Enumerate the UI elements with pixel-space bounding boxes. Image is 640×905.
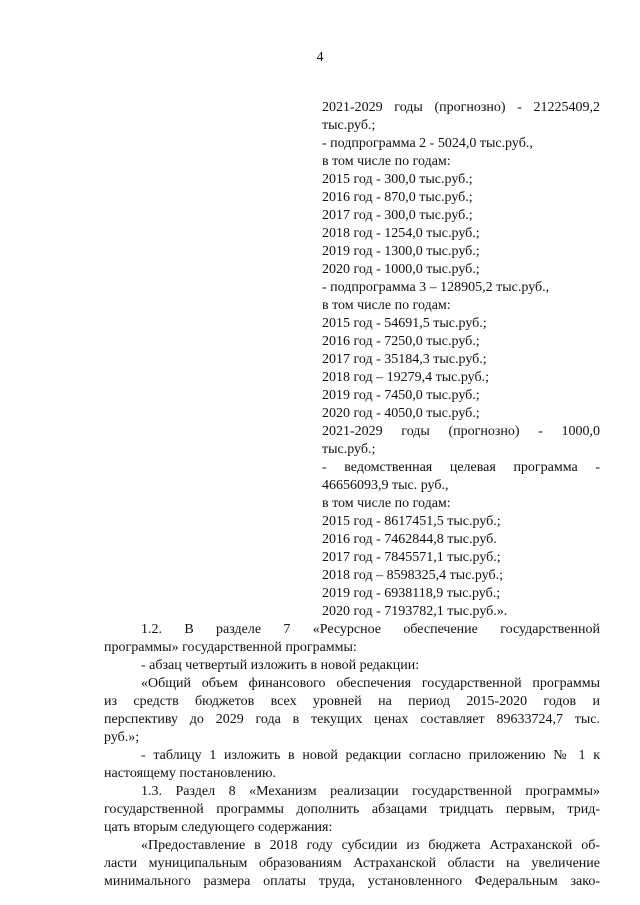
body-line: перспективу до 2029 года в текущих ценах составляет 89633724,7 тыс. <box>104 712 600 727</box>
right-column-line: 2019 год - 1300,0 тыс.руб.; <box>322 244 480 259</box>
right-column-line: 2019 год - 7450,0 тыс.руб.; <box>322 388 480 403</box>
right-column-line: 2018 год – 8598325,4 тыс.руб.; <box>322 568 503 583</box>
body-line: «Предоставление в 2018 году субсидии из бюджета Астраханской об- <box>141 838 600 853</box>
body-line: 1.2. В разделе 7 «Ресурсное обеспечение государственной <box>141 622 600 637</box>
body-line: ласти муниципальным образованиям Астраханской области на увеличение <box>104 856 600 871</box>
right-column-line: 2015 год - 8617451,5 тыс.руб.; <box>322 514 501 529</box>
right-column-line: - ведомственная целевая программа - <box>322 460 600 475</box>
right-column-line: 2016 год - 7462844,8 тыс.руб. <box>322 532 497 547</box>
right-column-line: 2018 год – 19279,4 тыс.руб.; <box>322 370 489 385</box>
body-line: минимального размера оплаты труда, установленного Федеральным зако- <box>104 874 600 889</box>
right-column-line: в том числе по годам: <box>322 298 451 313</box>
right-column-line: 2019 год - 6938118,9 тыс.руб.; <box>322 586 501 601</box>
right-column-line: 2021-2029 годы (прогнозно) - 1000,0 <box>322 424 600 439</box>
body-line: государственной программы дополнить абзацами тридцать первым, трид- <box>104 802 600 817</box>
right-column-line: 2020 год - 7193782,1 тыс.руб.». <box>322 604 508 619</box>
body-line: - таблицу 1 изложить в новой редакции согласно приложению № 1 к <box>141 748 600 763</box>
body-line: настоящему постановлению. <box>104 766 276 781</box>
right-column-line: 2017 год - 35184,3 тыс.руб.; <box>322 352 487 367</box>
body-line: - абзац четвертый изложить в новой редакции: <box>141 658 420 673</box>
right-column-line: 2015 год - 54691,5 тыс.руб.; <box>322 316 487 331</box>
right-column-line: тыс.руб.; <box>322 442 376 457</box>
right-column-line: в том числе по годам: <box>322 496 451 511</box>
right-column-line: - подпрограмма 3 – 128905,2 тыс.руб., <box>322 280 550 295</box>
right-column-line: - подпрограмма 2 - 5024,0 тыс.руб., <box>322 136 533 151</box>
body-line: цать вторым следующего содержания: <box>104 820 333 835</box>
page-number: 4 <box>316 50 324 65</box>
right-column-line: 2017 год - 300,0 тыс.руб.; <box>322 208 473 223</box>
right-column-line: 2020 год - 4050,0 тыс.руб.; <box>322 406 480 421</box>
right-column-line: 2016 год - 7250,0 тыс.руб.; <box>322 334 480 349</box>
right-column-line: 2021-2029 годы (прогнозно) - 21225409,2 <box>322 100 600 115</box>
body-line: руб.»; <box>104 730 140 745</box>
body-line: из средств бюджетов всех уровней на период 2015-2020 годов и <box>104 694 600 709</box>
right-column-line: 2016 год - 870,0 тыс.руб.; <box>322 190 473 205</box>
right-column-line: 2020 год - 1000,0 тыс.руб.; <box>322 262 480 277</box>
body-line: «Общий объем финансового обеспечения государственной программы <box>141 676 600 691</box>
right-column-line: в том числе по годам: <box>322 154 451 169</box>
right-column-line: 46656093,9 тыс. руб., <box>322 478 449 493</box>
right-column-line: 2017 год - 7845571,1 тыс.руб.; <box>322 550 501 565</box>
body-line: 1.3. Раздел 8 «Механизм реализации государственной программы» <box>141 784 600 799</box>
right-column-line: 2018 год - 1254,0 тыс.руб.; <box>322 226 480 241</box>
body-line: программы» государственной программы: <box>104 640 357 655</box>
right-column-line: 2015 год - 300,0 тыс.руб.; <box>322 172 473 187</box>
right-column-line: тыс.руб.; <box>322 118 376 133</box>
